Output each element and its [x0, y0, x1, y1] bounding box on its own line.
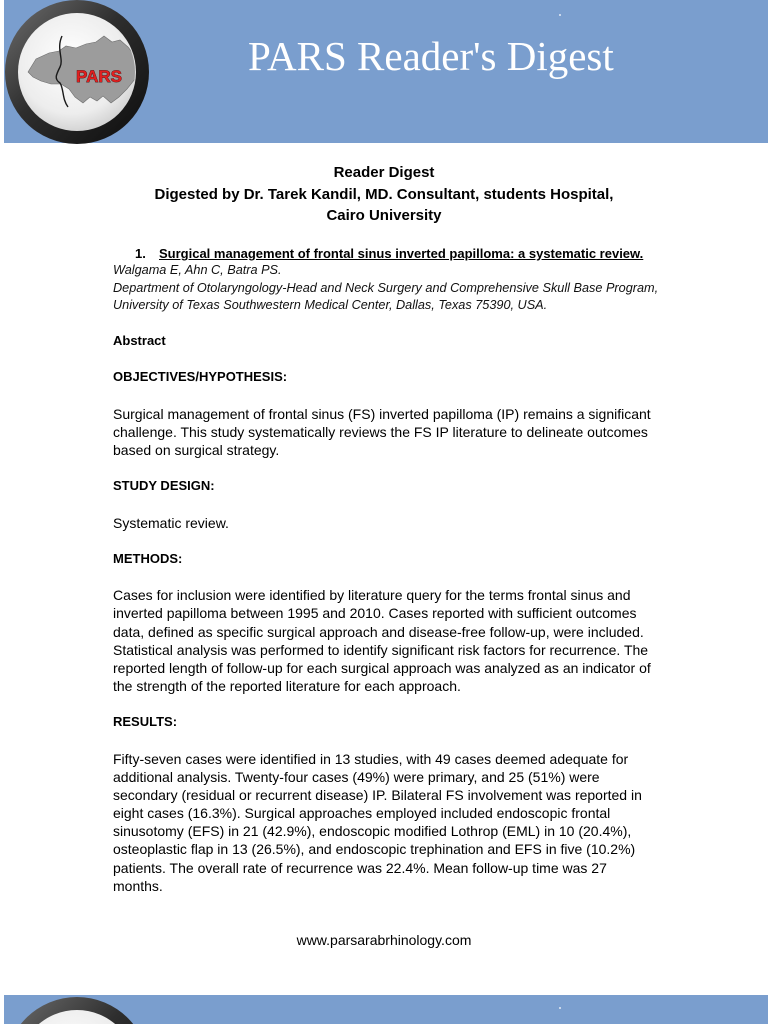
- abstract-section-study-design: [113, 477, 651, 531]
- logo-text: PARS: [76, 67, 122, 86]
- text-line: secondary (residual or recurrent disease) IP. Bilateral FS involvement was reported in: [113, 786, 642, 803]
- text-line: Systematic review.: [113, 514, 229, 531]
- abstract-section-methods: [113, 550, 651, 695]
- abstract-section-results: [113, 713, 651, 895]
- article-authors: Walgama E, Ahn C, Batra PS.: [113, 263, 282, 277]
- digest-heading: Reader Digest: [333, 164, 435, 181]
- article-title-row: [135, 245, 643, 263]
- abstract-heading: Abstract: [113, 333, 166, 348]
- section-paragraph: [113, 405, 651, 459]
- digest-institution: Cairo University: [326, 207, 442, 224]
- section-paragraph: [113, 750, 651, 895]
- text-line: reported length of follow-up for each surgical approach was analyzed as an indicator of: [113, 659, 651, 676]
- section-heading: METHODS:: [113, 550, 183, 566]
- text-line: sinusotomy (EFS) in 21 (42.9%), endoscopic modified Lothrop (EML) in 10 (20.4%),: [113, 823, 632, 840]
- text-line: data, defined as specific surgical approach and disease-free follow-up, were included.: [113, 623, 644, 640]
- section-paragraph: [113, 586, 651, 695]
- digest-header: [0, 162, 768, 227]
- text-line: Cases for inclusion were identified by literature query for the terms frontal sinus and: [113, 587, 631, 604]
- text-line: based on surgical strategy.: [113, 441, 280, 458]
- article-title: Surgical management of frontal sinus inverted papilloma: a systematic review.: [159, 246, 644, 261]
- section-paragraph: [113, 514, 651, 532]
- next-page-banner: [4, 995, 768, 1024]
- pars-logo-icon: [4, 0, 150, 145]
- article-number: 1.: [135, 246, 146, 261]
- text-line: osteoplastic flap in 13 (26.5%), and endoscopic trephination and EFS in five (10.2%): [113, 841, 636, 858]
- section-heading: RESULTS:: [113, 714, 178, 730]
- text-line: challenge. This study systematically reviews the FS IP literature to delineate outcomes: [113, 423, 648, 440]
- text-line: Fifty-seven cases were identified in 13 studies, with 49 cases deemed adequate for: [113, 750, 629, 767]
- section-heading: OBJECTIVES/HYPOTHESIS:: [113, 369, 288, 385]
- article-meta: [113, 262, 658, 315]
- text-line: months.: [113, 877, 163, 894]
- footer-website: www.parsarabrhinology.com: [296, 932, 472, 948]
- text-line: the strength of the reported literature for each approach.: [113, 677, 461, 694]
- text-line: eight cases (16.3%). Surgical approaches employed included endoscopic frontal: [113, 805, 611, 822]
- pars-logo-icon: [4, 996, 150, 1024]
- banner-dot: [559, 1007, 561, 1009]
- digest-byline: Digested by Dr. Tarek Kandil, MD. Consultant, students Hospital,: [154, 185, 614, 203]
- article-affiliation-line: Department of Otolaryngology-Head and Neck Surgery and Comprehensive Skull Base Program,: [113, 280, 659, 295]
- text-line: additional analysis. Twenty-four cases (49%) were primary, and 25 (51%) were: [113, 768, 600, 785]
- section-heading: STUDY DESIGN:: [113, 478, 215, 494]
- publication-title: PARS Reader's Digest: [248, 33, 614, 79]
- article-affiliation-line: University of Texas Southwestern Medical Center, Dallas, Texas 75390, USA.: [113, 298, 548, 312]
- abstract: [113, 332, 651, 895]
- text-line: patients. The overall rate of recurrence was 22.4%. Mean follow-up time was 27: [113, 859, 607, 876]
- banner-dot: [559, 14, 561, 16]
- text-line: Statistical analysis was performed to identify significant risk factors for recurrence. The: [113, 641, 649, 658]
- text-line: Surgical management of frontal sinus (FS) inverted papilloma (IP) remains a significant: [113, 405, 651, 422]
- text-line: inverted papilloma between 1995 and 2010. Cases reported with sufficient outcomes: [113, 605, 637, 622]
- abstract-section-objectives: [113, 368, 651, 459]
